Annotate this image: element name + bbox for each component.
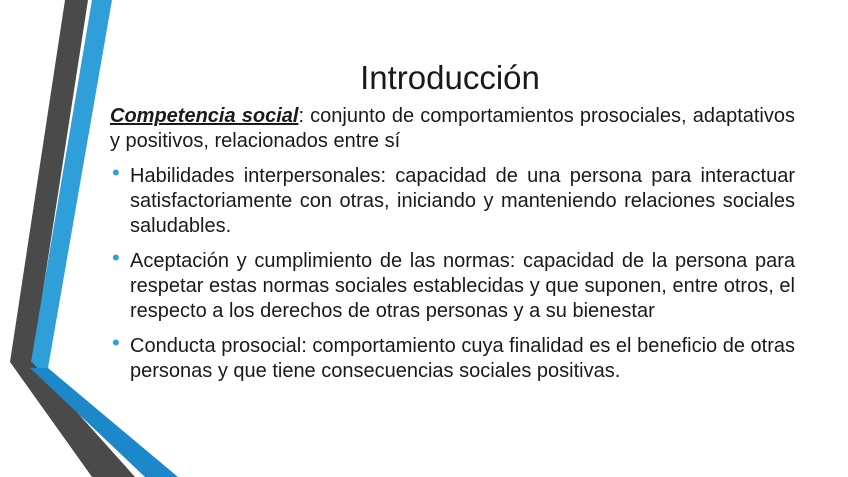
- intro-term: Competencia social: [110, 105, 299, 127]
- intro-definition: : conjunto de comportamientos prosociales, adaptativos y positivos, relacionados entre sí: [110, 105, 795, 152]
- bullet-text: Aceptación y cumplimiento de las normas: capacidad de la persona para respetar estas normas sociales establecidas y que suponen, entre otros, el respecto a los derechos de otras personas y a su bienestar: [130, 250, 795, 322]
- bullet-icon: •: [112, 245, 120, 270]
- bullet-item: [110, 160, 795, 239]
- intro-paragraph: [110, 104, 795, 154]
- slide-title: Introducción: [360, 59, 540, 96]
- bullet-text: Habilidades interpersonales: capacidad de una persona para interactuar satisfactoriamente con otras, iniciando y manteniendo relaciones sociales saludables.: [130, 165, 795, 237]
- bullet-list: [110, 160, 795, 384]
- bullet-icon: •: [112, 160, 120, 185]
- bullet-item: [110, 330, 795, 384]
- bullet-text: Conducta prosocial: comportamiento cuya finalidad es el beneficio de otras personas y que tiene consecuencias sociales positivas.: [130, 335, 795, 382]
- bullet-item: [110, 245, 795, 324]
- slide-body: [110, 104, 795, 394]
- bullet-icon: •: [112, 330, 120, 355]
